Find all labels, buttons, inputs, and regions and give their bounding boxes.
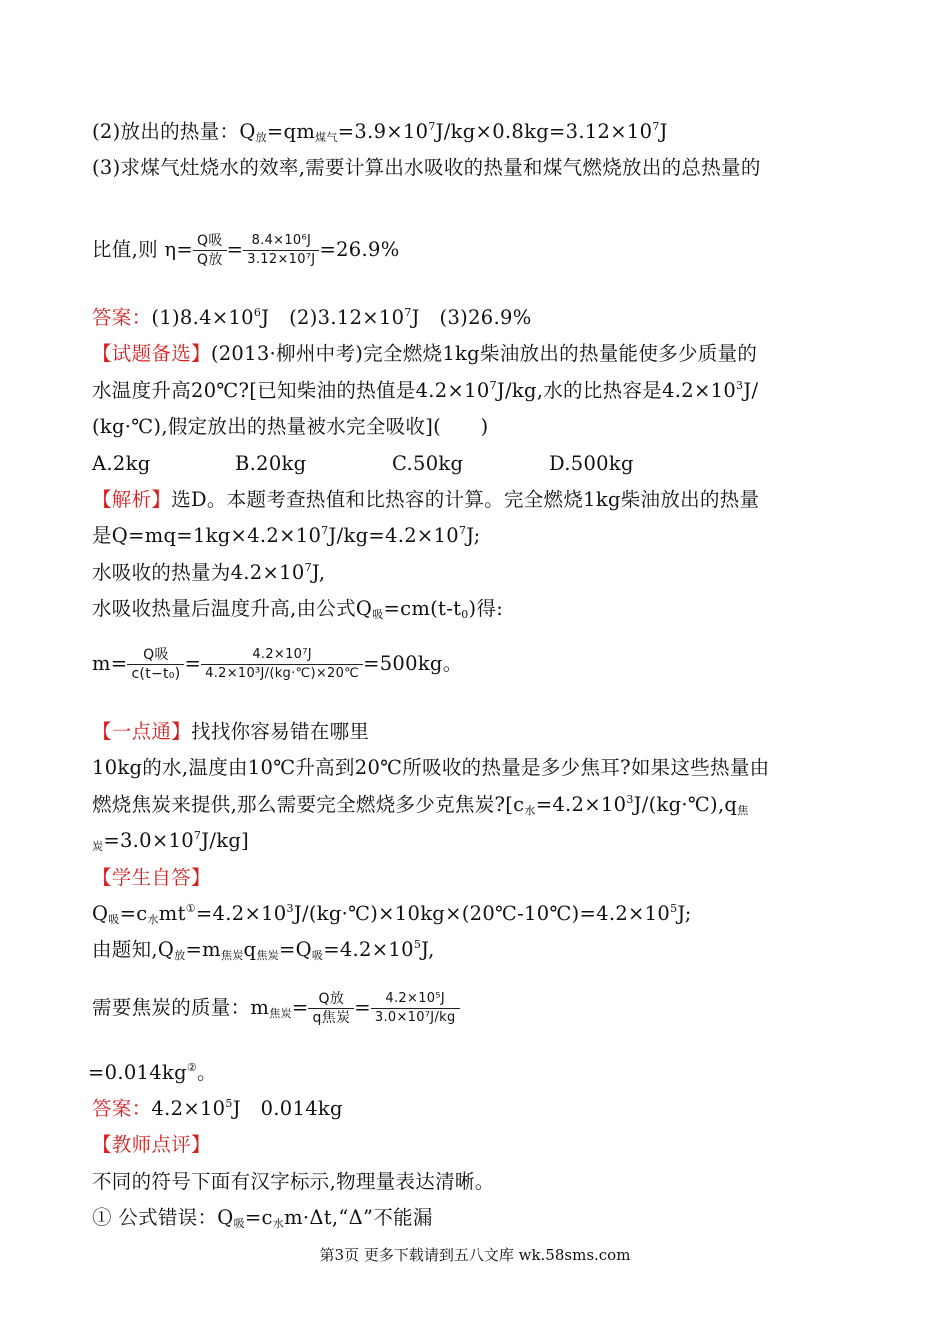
- fraction-q-ratio: $\frac{\text{Q吸}}{\text{Q放}}$: [193, 232, 227, 269]
- student-answer-mass: 需要焦炭的质量：$m_{焦炭}=$ $\frac{\text{Q放}}{\text{q焦炭}}$ = $\frac{\text{4.2×10⁵J}}{\text{3.0×10⁷J/kg}}$: [92, 990, 860, 1027]
- backup-question-line2: 水温度升高20℃?[已知柴油的热值是$4.2\times 10^7J/kg$,水的比热容是$4.2\times 10^3J/$: [92, 379, 759, 402]
- analysis-line3: 水吸收的热量为$4.2\times 10^7J$,: [92, 561, 326, 584]
- student-answer-result: =0.014kg②。: [88, 1061, 217, 1084]
- analysis-line1: 【解析】选D。本题考查热值和比热容的计算。完全燃烧1kg柴油放出的热量: [92, 488, 760, 511]
- problem-line3: $_炭=3.0\times 10^7J/kg$]: [92, 829, 250, 853]
- line-efficiency-intro: (3)求煤气灶烧水的效率,需要计算出水吸收的热量和煤气燃烧放出的总热量的: [92, 156, 761, 179]
- student-answer-line1: $Q_吸=c_水mt^①=4.2\times 10^3J/(kg\cdot℃)\times 10kg\times(20℃-10℃)=4.2\times 10^5J$;: [92, 902, 692, 926]
- option-b: B.20kg: [235, 452, 307, 475]
- answer-2: 答案：$4.2\times 10^5J$ 0.014kg: [92, 1097, 343, 1120]
- analysis-mass-formula: m= $\frac{\text{Q吸}}{\text{c(t−t₀)}}$ = $\frac{\text{4.2×10⁷J}}{\text{4.2×10³J/(kg·℃)×20℃}}$ =500kg。: [92, 647, 463, 682]
- fraction-q-over-ct: $\frac{\text{Q吸}}{\text{c(t−t₀)}}$: [127, 646, 184, 683]
- problem-line1: 10kg的水,温度由10℃升高到20℃所吸收的热量是多少焦耳?如果这些热量由: [92, 756, 770, 779]
- option-c: C.50kg: [392, 452, 464, 475]
- analysis-line2: 是$Q=mq=1kg\times 4.2\times 10^7J/kg=4.2\times 10^7J$;: [92, 524, 481, 547]
- page-footer: 第3页 更多下载请到五八文库 wk.58sms.com: [319, 1246, 631, 1264]
- tip-heading: 【一点通】找找你容易错在哪里: [92, 720, 370, 743]
- teacher-comment-heading: 【教师点评】: [92, 1133, 211, 1156]
- line-efficiency-formula: 比值,则 η= $\frac{\text{Q吸}}{\text{Q放}}$ = $\frac{\text{8.4×10⁶J}}{\text{3.12×10⁷J}}$ =26.9%: [92, 233, 400, 268]
- teacher-comment-line2: ① 公式错误：$Q_吸=c_水m\cdot\Delta t,“\Delta$”不能漏: [92, 1206, 433, 1230]
- student-answer-line2: 由题知$,Q_放=m_{焦炭}q_{焦炭}=Q_吸=4.2\times 10^5J$,: [92, 938, 435, 962]
- student-answer-heading: 【学生自答】: [92, 866, 211, 889]
- option-a: A.2kg: [92, 452, 151, 475]
- fraction-q-over-qcoke: $\frac{\text{Q放}}{\text{q焦炭}}$: [308, 990, 354, 1027]
- line-heat-released: (2)放出的热量：$Q_放=qm_{煤气}=3.9\times 10^7J/kg\times 0.8kg=3.12\times 10^7J$: [92, 120, 668, 144]
- analysis-line4: 水吸收热量后温度升高,由公式$Q_吸=cm(t-t_0)$得:: [92, 597, 504, 621]
- teacher-comment-line1: 不同的符号下面有汉字标示,物理量表达清晰。: [92, 1170, 495, 1193]
- backup-question-line1: 【试题备选】(2013·柳州中考)完全燃烧1kg柴油放出的热量能使多少质量的: [92, 342, 758, 365]
- backup-question-line3: (kg·℃),假定放出的热量被水完全吸收]( ): [92, 415, 489, 438]
- option-d: D.500kg: [549, 452, 634, 475]
- answer-1: 答案：$(1)8.4\times 10^6J$ $(2)3.12\times 10^7J$ (3)26.9%: [92, 306, 532, 329]
- fraction-mass-values: $\frac{\text{4.2×10⁷J}}{\text{4.2×10³J/(kg·℃)×20℃}}$: [201, 646, 363, 683]
- fraction-coke-values: $\frac{\text{4.2×10⁵J}}{\text{3.0×10⁷J/kg}}$: [371, 990, 460, 1027]
- fraction-value-ratio: $\frac{\text{8.4×10⁶J}}{\text{3.12×10⁷J}}$: [243, 232, 319, 269]
- problem-line2: 燃烧焦炭来提供,那么需要完全燃烧多少克焦炭$?[c_水=4.2\times 10^3J/(kg\cdot℃),q_焦$: [92, 793, 749, 817]
